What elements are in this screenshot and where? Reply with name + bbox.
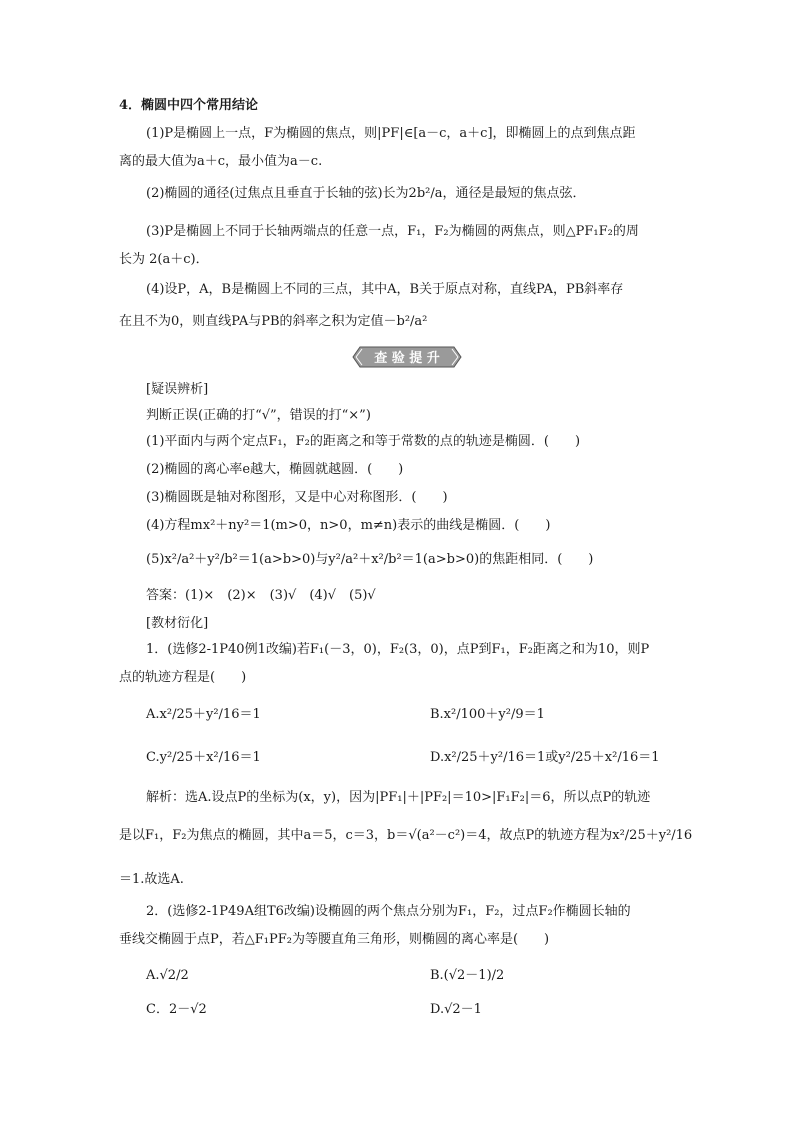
yiwu-instruction: 判断正误(正确的打“√”，错误的打“×”) [146,408,371,423]
conclusion-3-line-a: (3)P是椭圆上不同于长轴两端点的任意一点，F₁，F₂为椭圆的两焦点，则△PF₁F₂的周 [146,224,639,239]
section-banner [352,346,462,368]
conclusion-4-line-a: (4)设P，A，B是椭圆上不同的三点，其中A，B关于原点对称，直线PA，PB斜率存 [146,282,624,297]
q1-solution-b: 是以F₁，F₂为焦点的椭圆，其中a＝5，c＝3，b＝√(a²－c²)＝4，故点P的轨迹方程为x²/25＋y²/16 [119,828,693,843]
q1-option-d: D.x²/25＋y²/16＝1或y²/25＋x²/16＝1 [430,750,660,765]
q1-solution-a: 解析：选A.设点P的坐标为(x，y)，因为|PF₁|＋|PF₂|＝10>|F₁F₂|＝6，所以点P的轨迹 [146,790,651,805]
yiwu-item-2: (2)椭圆的离心率e越大，椭圆就越圆．( ) [146,462,404,477]
jiaocai-header: [教材衍化] [146,616,209,631]
q1-option-a: A.x²/25＋y²/16＝1 [146,707,261,722]
banner-frame-icon [352,346,462,368]
yiwu-header: [疑误辨析] [146,382,209,397]
yiwu-item-3: (3)椭圆既是轴对称图形，又是中心对称图形．( ) [146,490,448,505]
q1-option-b: B.x²/100＋y²/9＝1 [430,707,545,722]
yiwu-item-5: (5)x²/a²＋y²/b²＝1(a>b>0)与y²/a²＋x²/b²＝1(a>b>0)的焦距相同．( ) [146,552,594,567]
q1-stem-b: 点的轨迹方程是( ) [119,670,247,685]
banner-label: 查 验 提 升 [374,351,440,366]
conclusion-1-line-a: (1)P是椭圆上一点，F为椭圆的焦点，则|PF|∈[a－c，a＋c]，即椭圆上的点到焦点距 [146,126,636,141]
section-title: 4．椭圆中四个常用结论 [119,98,259,113]
conclusion-1-line-b: 离的最大值为a＋c，最小值为a－c. [119,154,323,169]
q2-option-d: D.√2－1 [430,1002,482,1017]
q2-option-a: A.√2/2 [146,968,189,983]
q2-option-b: B.(√2－1)/2 [430,968,505,983]
conclusion-3-line-b: 长为 2(a＋c)． [119,252,209,267]
q2-stem-a: 2．(选修2-1P49A组T6改编)设椭圆的两个焦点分别为F₁，F₂，过点F₂作椭圆长轴的 [146,904,631,919]
q1-solution-c: ＝1.故选A. [119,872,184,887]
q2-stem-b: 垂线交椭圆于点P，若△F₁PF₂为等腰直角三角形，则椭圆的离心率是( ) [119,932,550,947]
conclusion-4-line-b: 在且不为0，则直线PA与PB的斜率之积为定值－b²/a² [119,314,428,329]
yiwu-item-1: (1)平面内与两个定点F₁，F₂的距离之和等于常数的点的轨迹是椭圆．( ) [146,434,581,449]
conclusion-2: (2)椭圆的通径(过焦点且垂直于长轴的弦)长为2b²/a，通径是最短的焦点弦． [146,186,586,201]
yiwu-item-4: (4)方程mx²＋ny²＝1(m>0，n>0，m≠n)表示的曲线是椭圆．( ) [146,518,551,533]
q1-stem-a: 1．(选修2-1P40例1改编)若F₁(－3，0)，F₂(3，0)，点P到F₁，F₂距离之和为10，则P [146,642,650,657]
q2-option-c: C．2－√2 [146,1002,207,1017]
q1-option-c: C.y²/25＋x²/16＝1 [146,750,261,765]
yiwu-answer: 答案：(1)× (2)× (3)√ (4)√ (5)√ [146,588,376,603]
